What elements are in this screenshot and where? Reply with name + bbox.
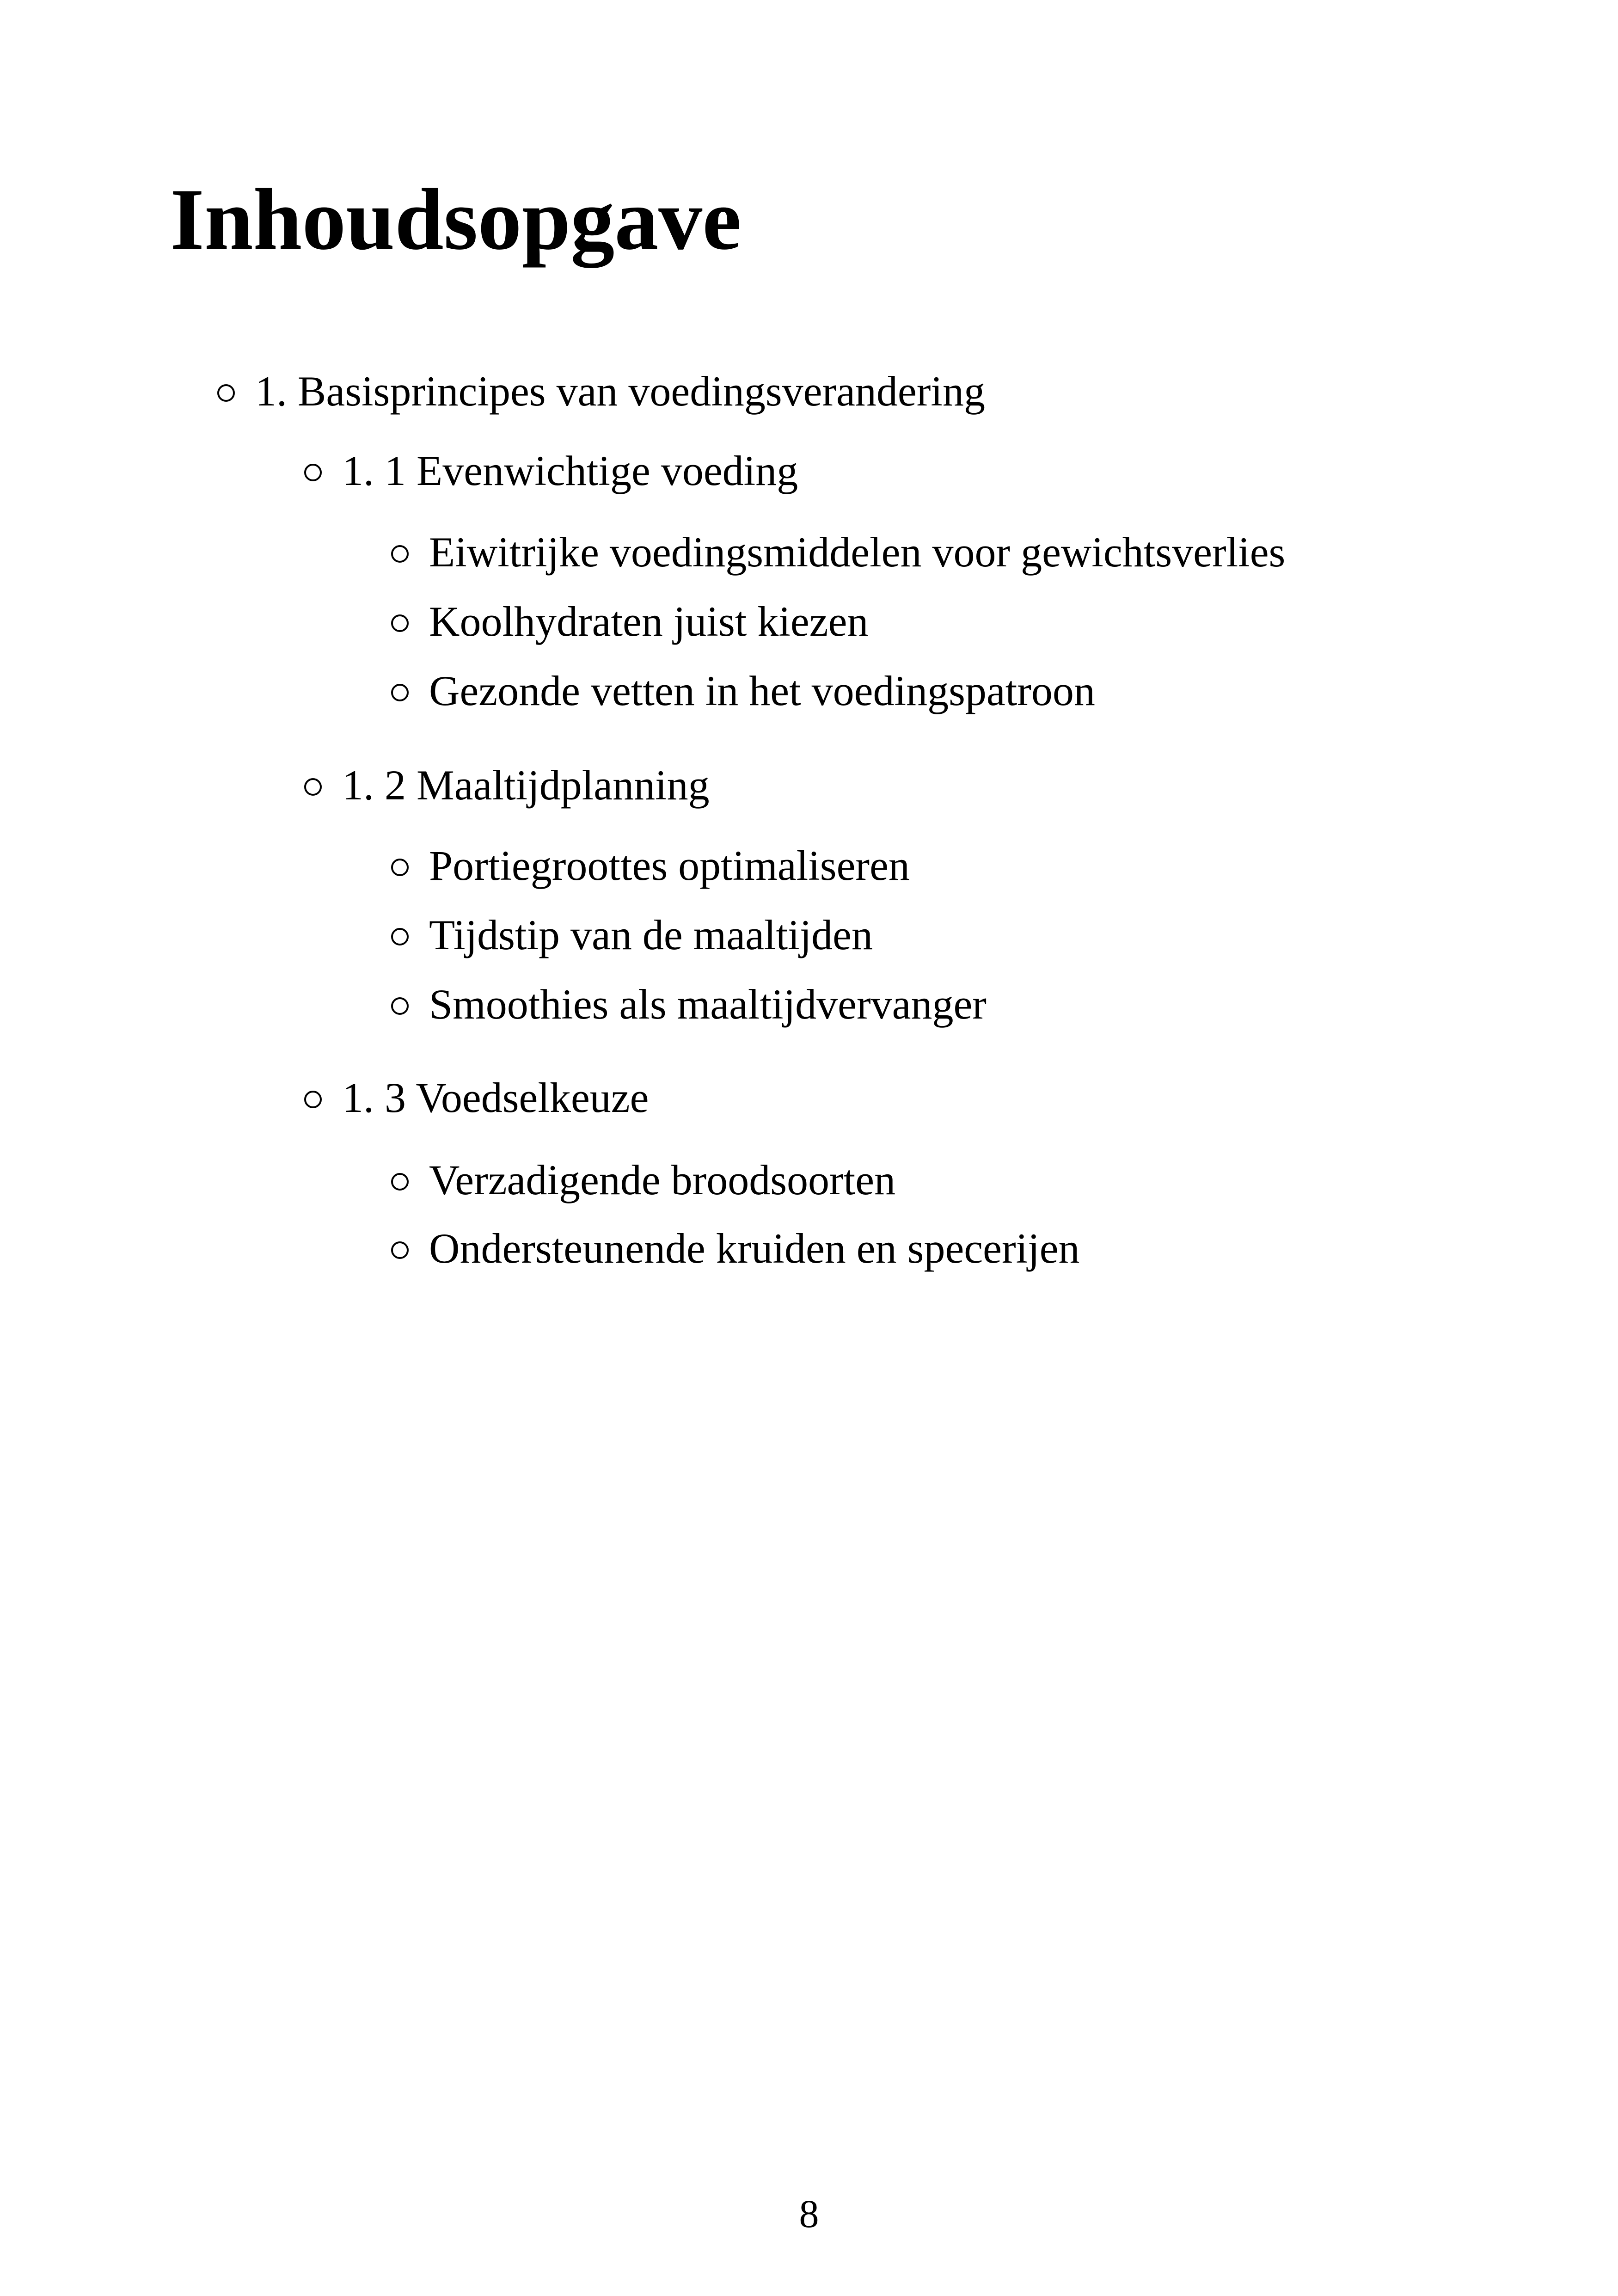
toc-item-label: Portiegroottes optimaliseren	[429, 842, 910, 889]
hollow-circle-icon	[217, 384, 235, 402]
toc-item-broodsoorten[interactable]	[391, 1156, 896, 1203]
toc-item-label: Gezonde vetten in het voedingspatroon	[429, 667, 1095, 714]
toc-item-koolhydraten[interactable]	[391, 600, 868, 643]
toc-item-smoothies[interactable]	[391, 981, 987, 1028]
toc-item-label: Koolhydraten juist kiezen	[429, 598, 869, 645]
toc-section-1-2[interactable]	[304, 761, 710, 809]
hollow-circle-icon	[391, 997, 409, 1015]
hollow-circle-icon	[391, 1241, 409, 1259]
toc-section-1-3[interactable]	[304, 1076, 649, 1119]
toc-chapter-1-label: 1. Basisprincipes van voedingsverandering	[255, 368, 985, 415]
toc-chapter-1[interactable]	[217, 368, 985, 415]
toc-item-label: Eiwitrijke voedingsmiddelen voor gewichtsverlies	[429, 528, 1286, 576]
toc-item-eiwitrijke[interactable]	[391, 528, 1286, 576]
hollow-circle-icon	[391, 684, 409, 701]
toc-item-label: Ondersteunende kruiden en specerijen	[429, 1225, 1080, 1272]
toc-item-label: Smoothies als maaltijdvervanger	[429, 981, 987, 1028]
page-title: Inhoudsopgave	[170, 171, 742, 268]
toc-item-kruiden[interactable]	[391, 1227, 1080, 1270]
toc-item-portiegroottes[interactable]	[391, 844, 910, 887]
hollow-circle-icon	[304, 778, 322, 796]
hollow-circle-icon	[391, 545, 409, 563]
toc-section-1-3-label: 1. 3 Voedselkeuze	[342, 1074, 649, 1121]
toc-item-label: Tijdstip van de maaltijden	[429, 911, 873, 958]
toc-section-1-1-label: 1. 1 Evenwichtige voeding	[342, 447, 798, 494]
hollow-circle-icon	[304, 1091, 322, 1108]
hollow-circle-icon	[304, 464, 322, 481]
toc-item-tijdstip[interactable]	[391, 911, 873, 958]
page-number: 8	[799, 2192, 819, 2236]
hollow-circle-icon	[391, 1173, 409, 1191]
toc-section-1-1[interactable]	[304, 449, 798, 492]
toc-item-gezonde-vetten[interactable]	[391, 669, 1095, 712]
hollow-circle-icon	[391, 928, 409, 945]
hollow-circle-icon	[391, 614, 409, 632]
toc-item-label: Verzadigende broodsoorten	[429, 1156, 896, 1203]
toc-section-1-2-label: 1. 2 Maaltijdplanning	[342, 761, 710, 809]
hollow-circle-icon	[391, 859, 409, 876]
